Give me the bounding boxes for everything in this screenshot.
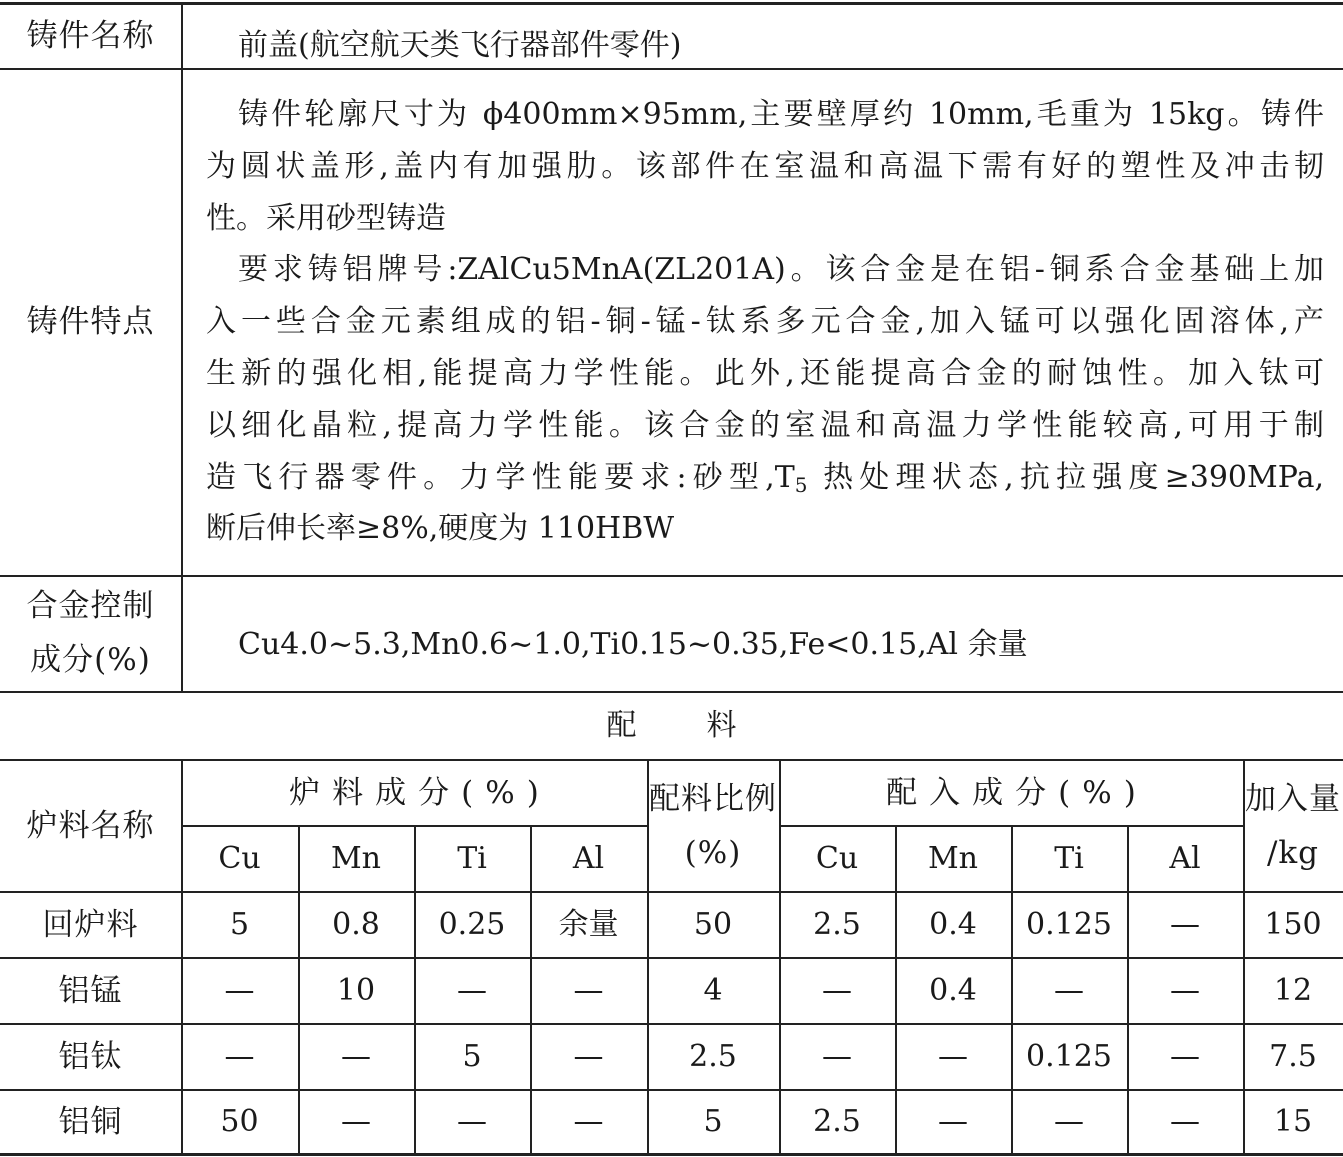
rule-upper-divider: [181, 2, 183, 691]
alloy-control-label-line2: 成分(%): [30, 641, 151, 678]
row-added-ti: 0.125: [1026, 1039, 1112, 1074]
features-line: 生新的强化相,能提高力学性能。此外,还能提高合金的耐蚀性。加入钛可: [206, 355, 1324, 391]
row-ratio: 5: [703, 1104, 723, 1139]
row-ratio: 50: [693, 907, 733, 942]
row-added-cu: —: [822, 973, 852, 1008]
batching-title: 配料: [606, 708, 807, 743]
row-added-al: —: [1170, 973, 1200, 1008]
features-line: 铸件轮廓尺寸为 ϕ400mm×95mm,主要壁厚约 10mm,毛重为 15kg。铸件: [238, 97, 1324, 132]
header-ratio-line1: 配料比例: [649, 780, 777, 817]
header-ratio-line2: (%): [684, 834, 742, 871]
row-added-ti: 0.125: [1026, 907, 1112, 942]
row-charge-mn: 0.8: [332, 907, 380, 942]
row-name: 回炉料: [42, 906, 139, 943]
row-added-mn: 0.4: [929, 907, 977, 942]
row-added-al: —: [1170, 907, 1200, 942]
features-line: 断后伸长率≥8%,硬度为 110HBW: [206, 511, 675, 547]
row-added-cu: 2.5: [813, 1104, 861, 1139]
t5-text-before: 造飞行器零件。力学性能要求:砂型,T: [206, 459, 795, 495]
features-line: 要求铸铝牌号:ZAlCu5MnA(ZL201A)。该合金是在铝-铜系合金基础上加: [238, 252, 1324, 288]
row-amount: 12: [1273, 973, 1313, 1008]
t5-subscript: 5: [794, 472, 808, 497]
features-paragraph-1: [206, 89, 1324, 141]
row-charge-al: —: [573, 1039, 604, 1074]
row-charge-cu: —: [224, 973, 255, 1008]
row-charge-cu: 5: [229, 907, 250, 942]
header-charge-cu: Cu: [218, 841, 261, 876]
row-amount: 150: [1264, 907, 1322, 942]
rule-top: [0, 2, 1343, 5]
header-added-mn: Mn: [927, 841, 979, 876]
header-charge-mn: Mn: [330, 841, 382, 876]
row-amount: 15: [1273, 1104, 1313, 1139]
row-charge-mn: 10: [336, 973, 376, 1008]
row-charge-ti: 5: [462, 1039, 482, 1074]
row-added-mn: —: [938, 1039, 968, 1074]
row-charge-ti: —: [457, 1104, 487, 1139]
features-line: 性。采用砂型铸造: [206, 200, 446, 236]
t5-text-after: 热处理状态,抗拉强度≥390MPa,: [807, 459, 1325, 495]
casting-features-label: 铸件特点: [26, 304, 155, 340]
row-charge-ti: 0.25: [438, 907, 506, 942]
row-added-al: —: [1170, 1039, 1200, 1074]
features-line: 以细化晶粒,提高力学性能。该合金的室温和高温力学性能较高,可用于制: [206, 407, 1324, 443]
rule-after-features: [0, 575, 1343, 577]
features-paragraph-1-cont: [206, 141, 1324, 245]
casting-name-value: 前盖(航空航天类飞行器部件零件): [238, 28, 682, 63]
row-charge-al: —: [573, 973, 604, 1008]
header-added-al: Al: [1169, 841, 1201, 876]
row-charge-mn: —: [341, 1039, 371, 1074]
rule-after-name: [0, 68, 1343, 70]
row-added-al: —: [1170, 1104, 1200, 1139]
features-line-t5: [206, 452, 1324, 504]
row-added-cu: —: [822, 1039, 852, 1074]
row-added-ti: —: [1054, 1104, 1084, 1139]
row-ratio: 4: [703, 973, 723, 1008]
row-charge-mn: —: [341, 1104, 371, 1139]
header-added-cu: Cu: [815, 841, 859, 876]
row-added-mn: 0.4: [929, 973, 977, 1008]
header-charge-name: 炉料名称: [26, 807, 155, 844]
row-added-mn: —: [938, 1104, 968, 1139]
row-name: 铝铜: [58, 1103, 123, 1140]
row-ratio: 2.5: [689, 1039, 737, 1074]
row-charge-ti: —: [457, 973, 487, 1008]
header-charge-composition: 炉料成分(%): [289, 774, 551, 811]
row-name: 铝钛: [58, 1038, 123, 1075]
row-charge-cu: 50: [220, 1104, 259, 1139]
features-line: 为圆状盖形,盖内有加强肋。该部件在室温和高温下需有好的塑性及冲击韧: [206, 148, 1324, 184]
row-charge-cu: —: [224, 1039, 255, 1074]
features-line: 入一些合金元素组成的铝-铜-锰-钛系多元合金,加入锰可以强化固溶体,产: [206, 304, 1324, 340]
header-charge-al: Al: [572, 841, 605, 876]
row-added-cu: 2.5: [813, 907, 861, 942]
header-amount-line1: 加入量: [1245, 780, 1341, 817]
rule-bottom: [0, 1153, 1343, 1156]
row-amount: 7.5: [1269, 1039, 1317, 1074]
features-paragraph-2-cont: [206, 296, 1324, 555]
header-charge-ti: Ti: [457, 841, 487, 876]
features-paragraph-2: [206, 244, 1324, 296]
alloy-control-value: Cu4.0~5.3,Mn0.6~1.0,Ti0.15~0.35,Fe<0.15,Al 余量: [238, 627, 1028, 662]
header-added-composition: 配入成分(%): [886, 774, 1148, 811]
alloy-control-label-line1: 合金控制: [26, 587, 155, 624]
row-added-ti: —: [1054, 973, 1084, 1008]
header-added-ti: Ti: [1054, 841, 1084, 876]
row-charge-al: 余量: [558, 907, 619, 942]
header-amount-line2: /kg: [1266, 834, 1320, 871]
casting-name-label: 铸件名称: [26, 17, 155, 54]
row-charge-al: —: [573, 1104, 604, 1139]
row-name: 铝锰: [58, 972, 123, 1009]
